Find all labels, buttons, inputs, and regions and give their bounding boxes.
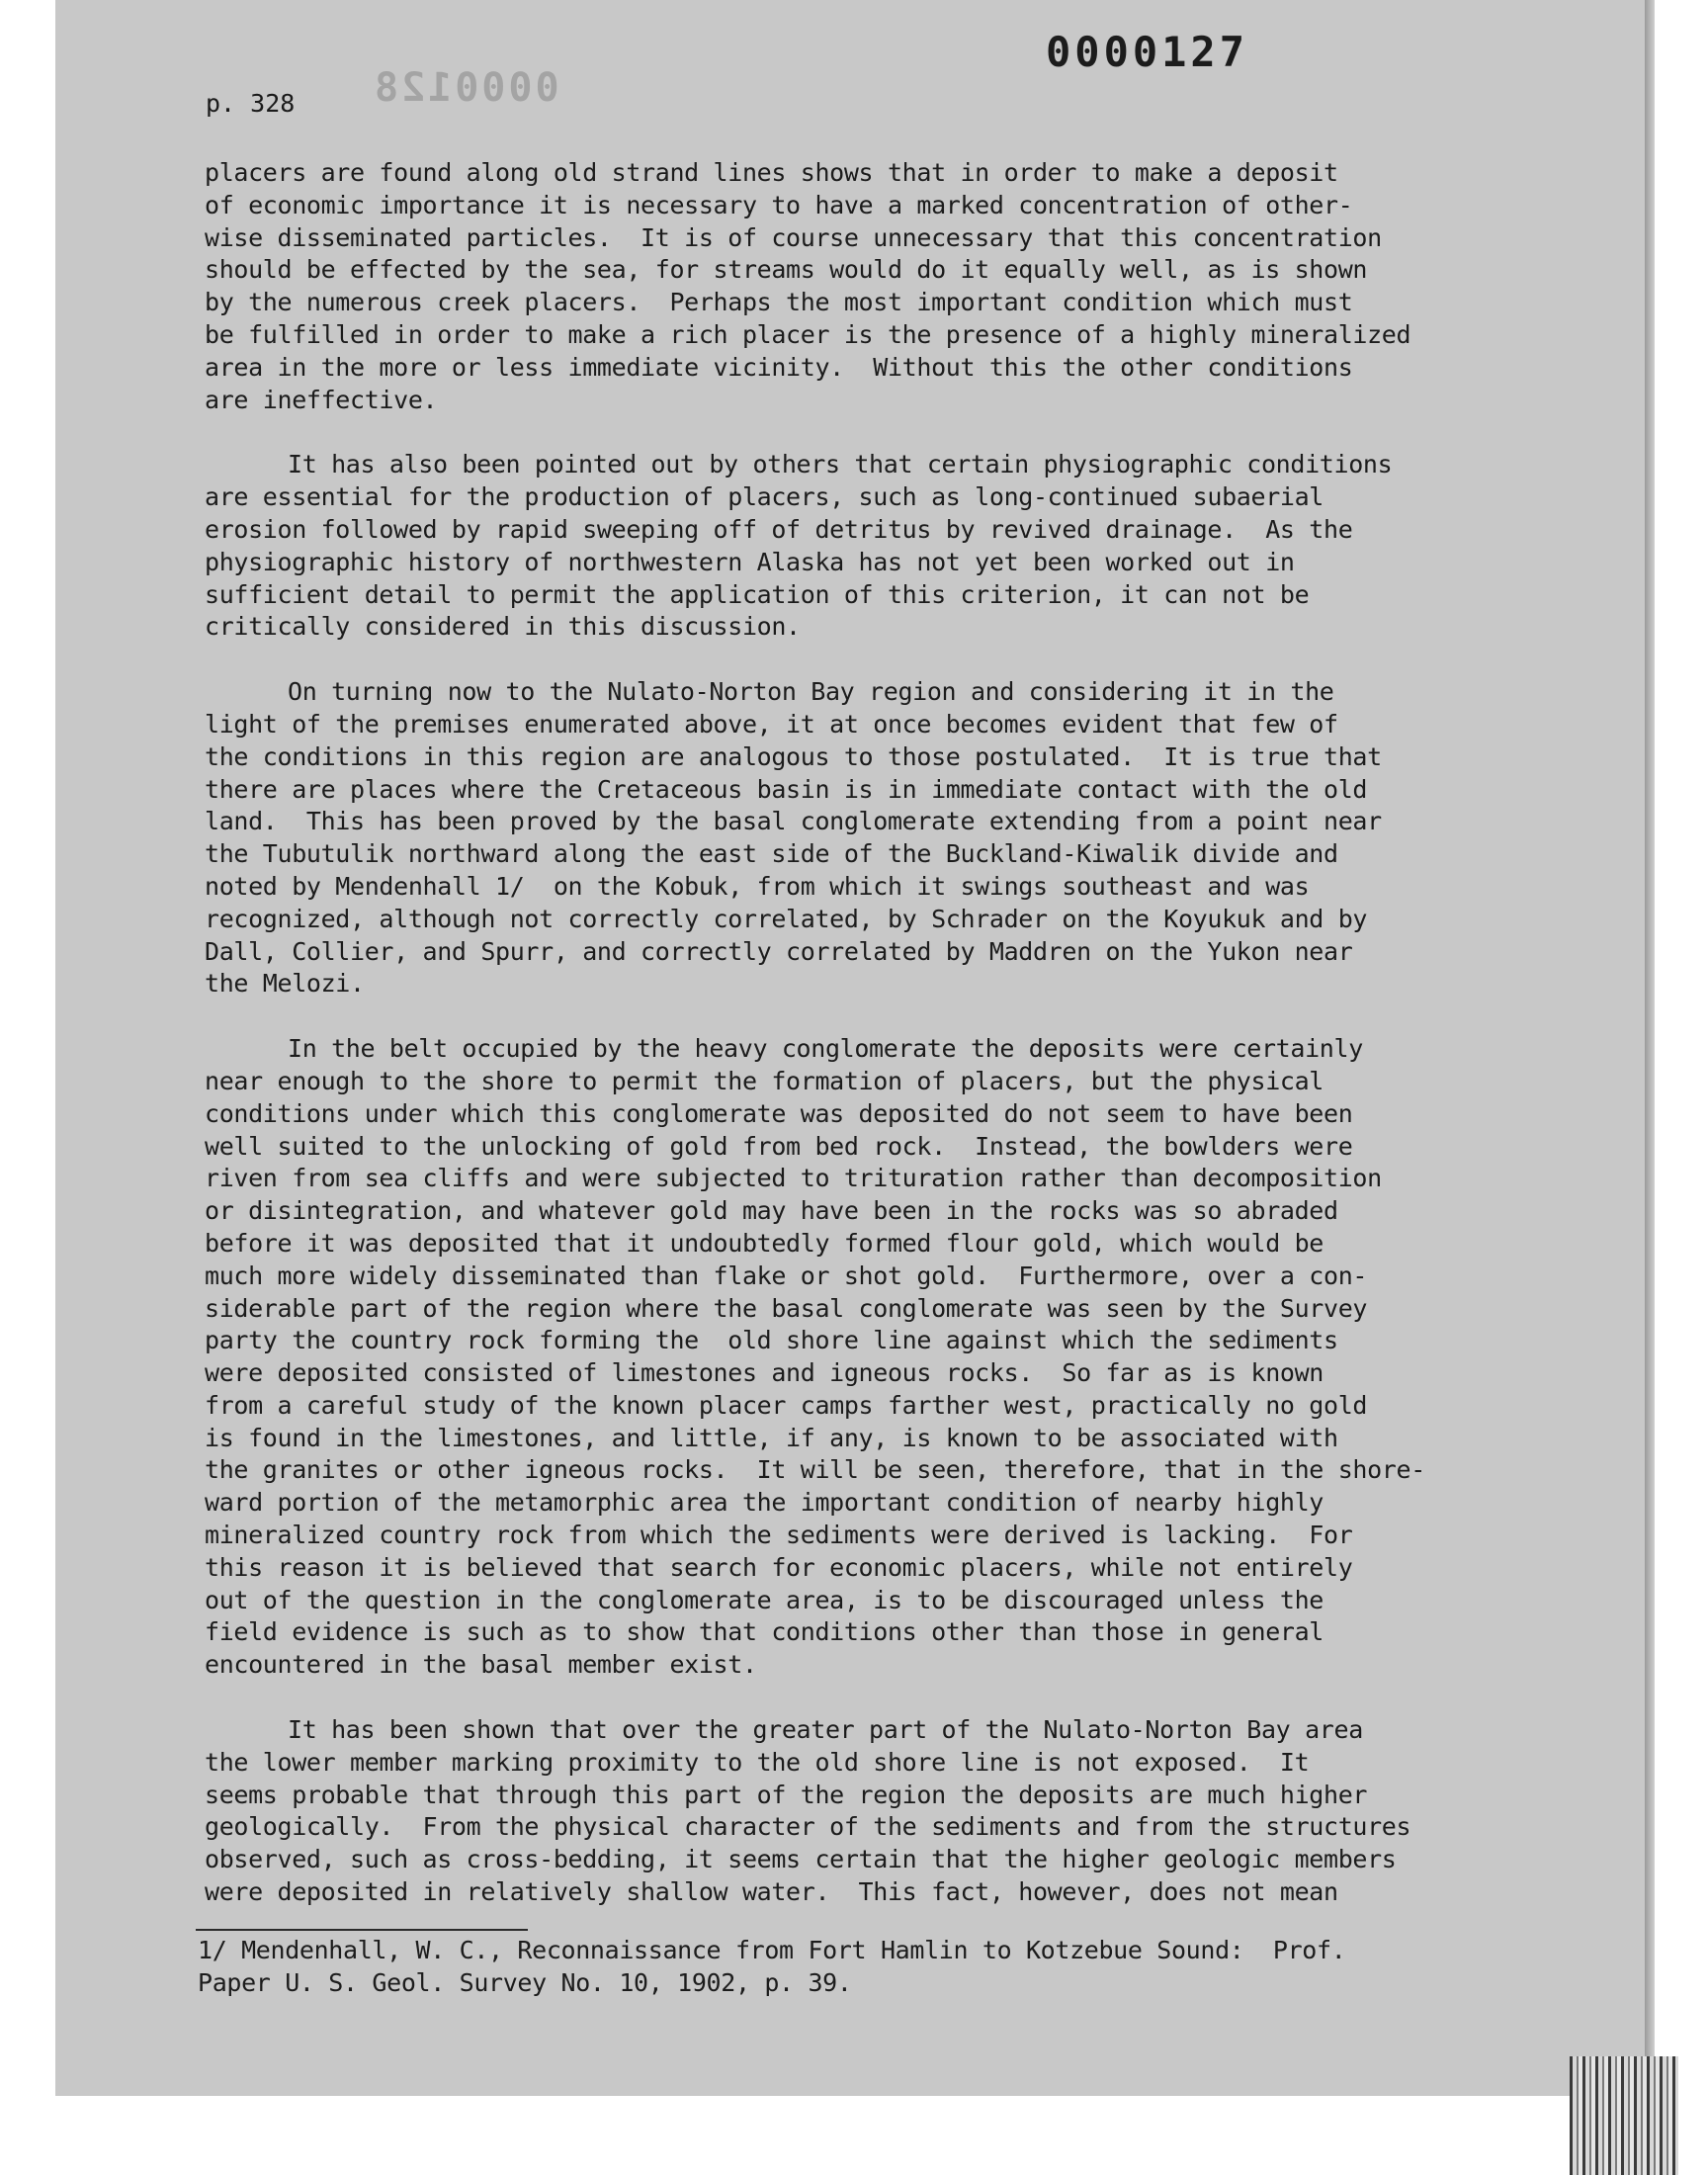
text-line: seems probable that through this part of the region the deposits are much higher	[205, 1780, 1368, 1809]
page-edge-shadow	[1645, 0, 1655, 2096]
text-line: near enough to the shore to permit the formation of placers, but the physical	[205, 1066, 1324, 1095]
document-number-stamp: 0000127	[1046, 28, 1249, 76]
text-line: the Melozi.	[205, 969, 365, 999]
text-line: the conditions in this region are analogous to those postulated. It is true that	[205, 741, 1382, 771]
text-line: riven from sea cliffs and were subjected to trituration rather than decomposition	[205, 1164, 1382, 1193]
text-line: are ineffective.	[205, 385, 438, 414]
text-line: physiographic history of northwestern Alaska has not yet been worked out in	[205, 547, 1295, 576]
text-line: erosion followed by rapid sweeping off of detritus by revived drainage. As the	[205, 514, 1353, 544]
text-line: geologically. From the physical character of the sediments and from the structures	[205, 1812, 1411, 1842]
paragraph	[205, 676, 1598, 1000]
text-line: should be effected by the sea, for streams would do it equally well, as is shown	[205, 255, 1368, 285]
text-line: field evidence is such as to show that conditions other than those in general	[205, 1617, 1324, 1647]
text-line: sufficient detail to permit the application of this criterion, it can not be	[205, 579, 1310, 609]
text-line: were deposited in relatively shallow water. This fact, however, does not mean	[205, 1877, 1338, 1907]
text-line: much more widely disseminated than flake or shot gold. Furthermore, over a con-	[205, 1261, 1368, 1290]
body-text	[205, 157, 1598, 1942]
paragraph	[205, 157, 1598, 416]
text-line: is found in the limestones, and little, if any, is known to be associated with	[205, 1423, 1338, 1452]
text-line: critically considered in this discussion.	[205, 612, 801, 642]
text-line: light of the premises enumerated above, it at once becomes evident that few of	[205, 709, 1338, 739]
footnote-divider	[196, 1929, 528, 1931]
text-line: from a careful study of the known placer camps farther west, practically no gold	[205, 1390, 1368, 1420]
footnote	[198, 1935, 1611, 2000]
text-line: by the numerous creek placers. Perhaps the most important condition which must	[205, 288, 1353, 317]
text-line: Dall, Collier, and Spurr, and correctly correlated by Maddren on the Yukon near	[205, 936, 1353, 966]
text-line: It has also been pointed out by others that certain physiographic conditions	[288, 450, 1393, 479]
text-line: wise disseminated particles. It is of course unnecessary that this concentration	[205, 222, 1382, 252]
text-line: well suited to the unlocking of gold from bed rock. Instead, the bowlders were	[205, 1131, 1353, 1161]
text-line: this reason it is believed that search for economic placers, while not entirely	[205, 1552, 1353, 1582]
paragraph	[205, 449, 1598, 644]
text-line: encountered in the basal member exist.	[205, 1650, 757, 1680]
text-line: mineralized country rock from which the sediments were derived is lacking. For	[205, 1521, 1353, 1550]
text-line: are essential for the production of placers, such as long-continued subaerial	[205, 482, 1324, 512]
text-line: out of the question in the conglomerate area, is to be discouraged unless the	[205, 1585, 1324, 1614]
text-line: conditions under which this conglomerate was deposited do not seem to have been	[205, 1098, 1353, 1128]
text-line: the granites or other igneous rocks. It will be seen, therefore, that in the shore-	[205, 1455, 1425, 1485]
text-line: or disintegration, and whatever gold may have been in the rocks was so abraded	[205, 1196, 1338, 1226]
page-number: p. 328	[206, 89, 296, 118]
text-line: noted by Mendenhall 1/ on the Kobuk, from which it swings southeast and was	[205, 871, 1310, 901]
text-line: be fulfilled in order to make a rich placer is the presence of a highly mineralized	[205, 319, 1411, 349]
footnote-line: Paper U. S. Geol. Survey No. 10, 1902, p. 39.	[198, 1967, 852, 1997]
text-line: land. This has been proved by the basal conglomerate extending from a point near	[205, 807, 1382, 836]
text-line: siderable part of the region where the basal conglomerate was seen by the Survey	[205, 1293, 1368, 1323]
text-line: the Tubutulik northward along the east side of the Buckland-Kiwalik divide and	[205, 839, 1338, 869]
text-line: It has been shown that over the greater part of the Nulato-Norton Bay area	[288, 1715, 1363, 1745]
text-line: area in the more or less immediate vicinity. Without this the other conditions	[205, 352, 1353, 382]
paragraph	[205, 1033, 1598, 1682]
text-line: were deposited consisted of limestones and igneous rocks. So far as is known	[205, 1358, 1324, 1388]
text-line: placers are found along old strand lines shows that in order to make a deposit	[205, 158, 1338, 187]
text-line: before it was deposited that it undoubtedly formed flour gold, which would be	[205, 1228, 1324, 1258]
text-line: the lower member marking proximity to the old shore line is not exposed. It	[205, 1747, 1310, 1777]
text-line: party the country rock forming the old shore line against which the sediments	[205, 1326, 1338, 1355]
text-line: recognized, although not correctly correlated, by Schrader on the Koyukuk and by	[205, 904, 1368, 933]
bleed-through-stamp: 0000128	[372, 65, 559, 111]
scan-edge-artifact	[1570, 2056, 1678, 2175]
footnote-line: 1/ Mendenhall, W. C., Reconnaissance from Fort Hamlin to Kotzebue Sound: Prof.	[198, 1936, 1346, 1964]
text-line: of economic importance it is necessary to have a marked concentration of other-	[205, 190, 1353, 219]
text-line: ward portion of the metamorphic area the important condition of nearby highly	[205, 1488, 1324, 1518]
paragraph	[205, 1714, 1598, 1909]
text-line: there are places where the Cretaceous basin is in immediate contact with the old	[205, 774, 1368, 804]
text-line: On turning now to the Nulato-Norton Bay region and considering it in the	[288, 677, 1334, 707]
text-line: In the belt occupied by the heavy conglomerate the deposits were certainly	[288, 1034, 1363, 1064]
text-line: observed, such as cross-bedding, it seems certain that the higher geologic members	[205, 1845, 1397, 1874]
